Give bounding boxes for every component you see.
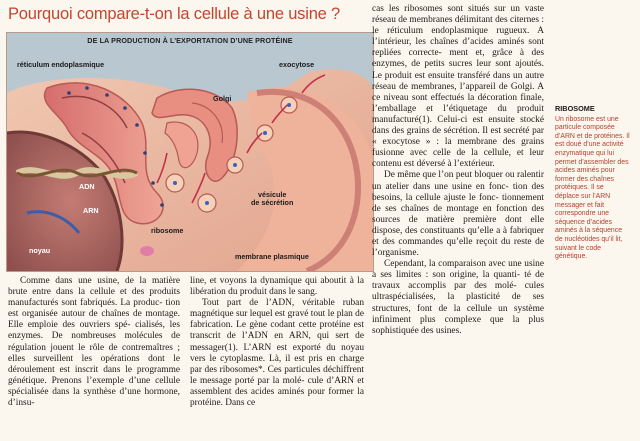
sidebar-line: Un ribosome est une	[555, 115, 619, 123]
text-line: fonction des sources de matière première	[372, 203, 544, 225]
text-line: a à fabriquer et des commandes qu’elle	[372, 225, 544, 247]
text-line: De même que l’on peut bloquer ou	[384, 170, 515, 181]
text-line: sucres leur sont ajoutés. Le produit est	[372, 59, 544, 81]
sidebar-line: est doué d’une activité	[555, 141, 624, 149]
column3-paragraph-1	[372, 4, 544, 170]
sidebar-body	[555, 116, 633, 262]
text-line: par « exocytose » : la membrane des	[372, 126, 544, 148]
sidebar-line: former des chaînes	[555, 175, 614, 183]
dna-helix	[17, 170, 137, 176]
text-line: infiniment plus complexe que la plus	[372, 314, 544, 325]
text-line: grains fusionne avec celle de la cellule, et	[372, 137, 544, 159]
text-line: usine a ses limites : son origine, la quanti-	[372, 259, 544, 281]
label-exocytose: exocytose	[279, 60, 315, 69]
text-line: cas les ribosomes sont situés sur un vaste	[372, 4, 544, 14]
text-line: protéine est transcrit de l’ADN en ARN, qui	[190, 320, 364, 342]
text-line: té de travaux accomplis par des molé-	[372, 270, 544, 292]
label-adn: ADN	[79, 182, 95, 191]
text-line: Tout part de l’ADN, véritable ruban	[202, 298, 364, 309]
sidebar-line: protéiques. Il se	[555, 184, 604, 192]
sidebar-line: permet d’assembler des	[555, 158, 629, 166]
figure-title: DE LA PRODUCTION À L’EXPORTATION D’UNE PROTÉINE	[87, 36, 293, 45]
text-line: montage. Elle emploie des ouvriers spé-	[8, 309, 180, 331]
text-line: plan de fabrication. Le gène codant cette	[190, 309, 364, 331]
text-line: dans le programme génétique. Prenons	[8, 364, 180, 386]
text-line: magnétique sur lequel est gravé tout le	[190, 309, 335, 320]
label-arn: ARN	[83, 206, 99, 215]
text-column-2	[190, 276, 364, 409]
text-line: brute entre dans la cellule et des produits	[8, 287, 180, 298]
ribosome-particle	[140, 246, 154, 256]
text-line: déchiffrent le message porté par la molé-	[190, 364, 364, 386]
text-line: Comme dans une usine, de la matière	[20, 276, 180, 286]
text-line: tion des besoins, la cellule ajuste le fonc-	[372, 181, 544, 203]
label-vesicule-line1: vésicule	[257, 190, 287, 199]
column3-paragraph-3	[372, 259, 544, 337]
text-line: noyau vers le cytoplasme. Là, il est pris en	[190, 342, 364, 364]
sidebar-line: messager et fait	[555, 201, 605, 209]
sidebar-line: particule composée	[555, 124, 615, 132]
sidebar-line: acides aminés pour	[555, 167, 615, 175]
text-line: structures, font de la cellule un système	[372, 303, 544, 314]
column3-paragraph-2	[372, 170, 544, 259]
text-line: membranes, l’appareil de Golgi. A ce	[372, 81, 544, 103]
sidebar-line: séquence d’acides	[555, 218, 613, 226]
text-line: cules ultraspécialisées, la plasticité de ses	[372, 281, 544, 303]
text-line: cule d’ARN et assemblent des acides	[190, 375, 364, 397]
text-line: molécules de régulation jouent le rôle	[8, 331, 180, 353]
sidebar-line: d’ARN et de protéines. Il	[555, 132, 630, 140]
text-line: rugueux. A l’intérieur, les chaînes	[372, 26, 544, 48]
column2-paragraph-2	[190, 298, 364, 409]
text-line: line, et voyons la dynamique qui aboutit	[190, 276, 347, 286]
text-line: ment et, grâce à des enzymes, de petits	[372, 48, 544, 70]
text-line: de contremaîtres ; elles surveillent les	[8, 342, 181, 364]
label-ribosome: ribosome	[151, 226, 184, 235]
label-membrane: membrane plasmique	[235, 252, 309, 261]
text-line: Cependant, la comparaison avec une	[384, 259, 522, 270]
text-line: aminés pour former la protéine. Dans ce	[190, 386, 364, 409]
text-line: cialisés, les enzymes. De nombreuses	[8, 320, 180, 342]
text-line: sophistiquée des usines.	[372, 325, 462, 336]
column2-paragraph-1	[190, 276, 364, 298]
text-line: citernes : le réticulum endoplasmique	[372, 15, 544, 37]
text-line: dans des grains de sécrétion. Il est secrété	[372, 126, 530, 137]
sidebar-line: aminés à la séquence	[555, 227, 623, 235]
text-line: à la libération du produit dans le sang.	[190, 276, 364, 298]
text-line: opérations dont le déroulement est inscrit	[8, 353, 181, 375]
cell-illustration	[6, 32, 374, 272]
label-noyau: noyau	[29, 246, 51, 255]
text-line: dans la synthèse d’une hormone, d’insu-	[8, 386, 180, 409]
text-column-3	[372, 4, 544, 436]
text-line: niveau sont effectués la décoration finale,	[383, 92, 544, 103]
text-line: ralentir un atelier dans une usine en fonc-	[372, 170, 544, 192]
text-line: l’emballage et l’étiquetage du produit	[372, 103, 544, 114]
sidebar-line: génétique.	[555, 253, 588, 261]
text-line: l’exemple d’une cellule spécialisée	[8, 375, 180, 397]
text-line: ensuite transféré dans un autre réseau de	[372, 70, 544, 92]
text-line: tionnement de ses chaînes de montage en	[372, 192, 544, 214]
column1-paragraph-1	[8, 276, 180, 409]
text-line: leur contenu est déversé à l’extérieur.	[372, 148, 544, 170]
text-line: réseau de membranes délimitant des	[372, 15, 508, 26]
sidebar-line: correspondre une	[555, 210, 610, 218]
label-reticulum: réticulum endoplasmique	[17, 60, 105, 69]
text-line: tion est organisée autour de chaînes de	[8, 298, 180, 320]
label-vesicule-line2: de sécrétion	[251, 198, 294, 208]
sidebar-line: suivant le code	[555, 244, 601, 252]
text-line: dont elle dispose, des constituants qu’elle	[372, 214, 544, 236]
text-line: manufacturés sont fabriqués. La produc-	[8, 298, 163, 309]
text-line: charge par des ribosomes*. Ces particules	[190, 353, 364, 375]
sidebar-line: enzymatique qui lui	[555, 149, 614, 157]
sidebar-line: de nucléotides qu’il lit,	[555, 235, 623, 243]
text-line: manufacturé(1). Celui-ci est ensuite stocké	[372, 114, 544, 125]
sidebar-line: déplace sur l’ARN	[555, 192, 611, 200]
label-golgi: Golgi	[213, 94, 232, 103]
text-line: d’acides aminés sont repliées correcte-	[372, 37, 544, 59]
page-title: Pourquoi compare-t-on la cellule à une usine ?	[8, 5, 341, 23]
label-vesicule	[251, 191, 293, 208]
text-line: sert de messager(1). L’ARN est exporté du	[190, 331, 364, 353]
ribosome-sidebar	[555, 105, 633, 262]
text-column-1	[8, 276, 180, 409]
text-line: reçoit du reste de l’organisme.	[372, 236, 544, 259]
sidebar-heading: RIBOSOME	[555, 104, 595, 113]
